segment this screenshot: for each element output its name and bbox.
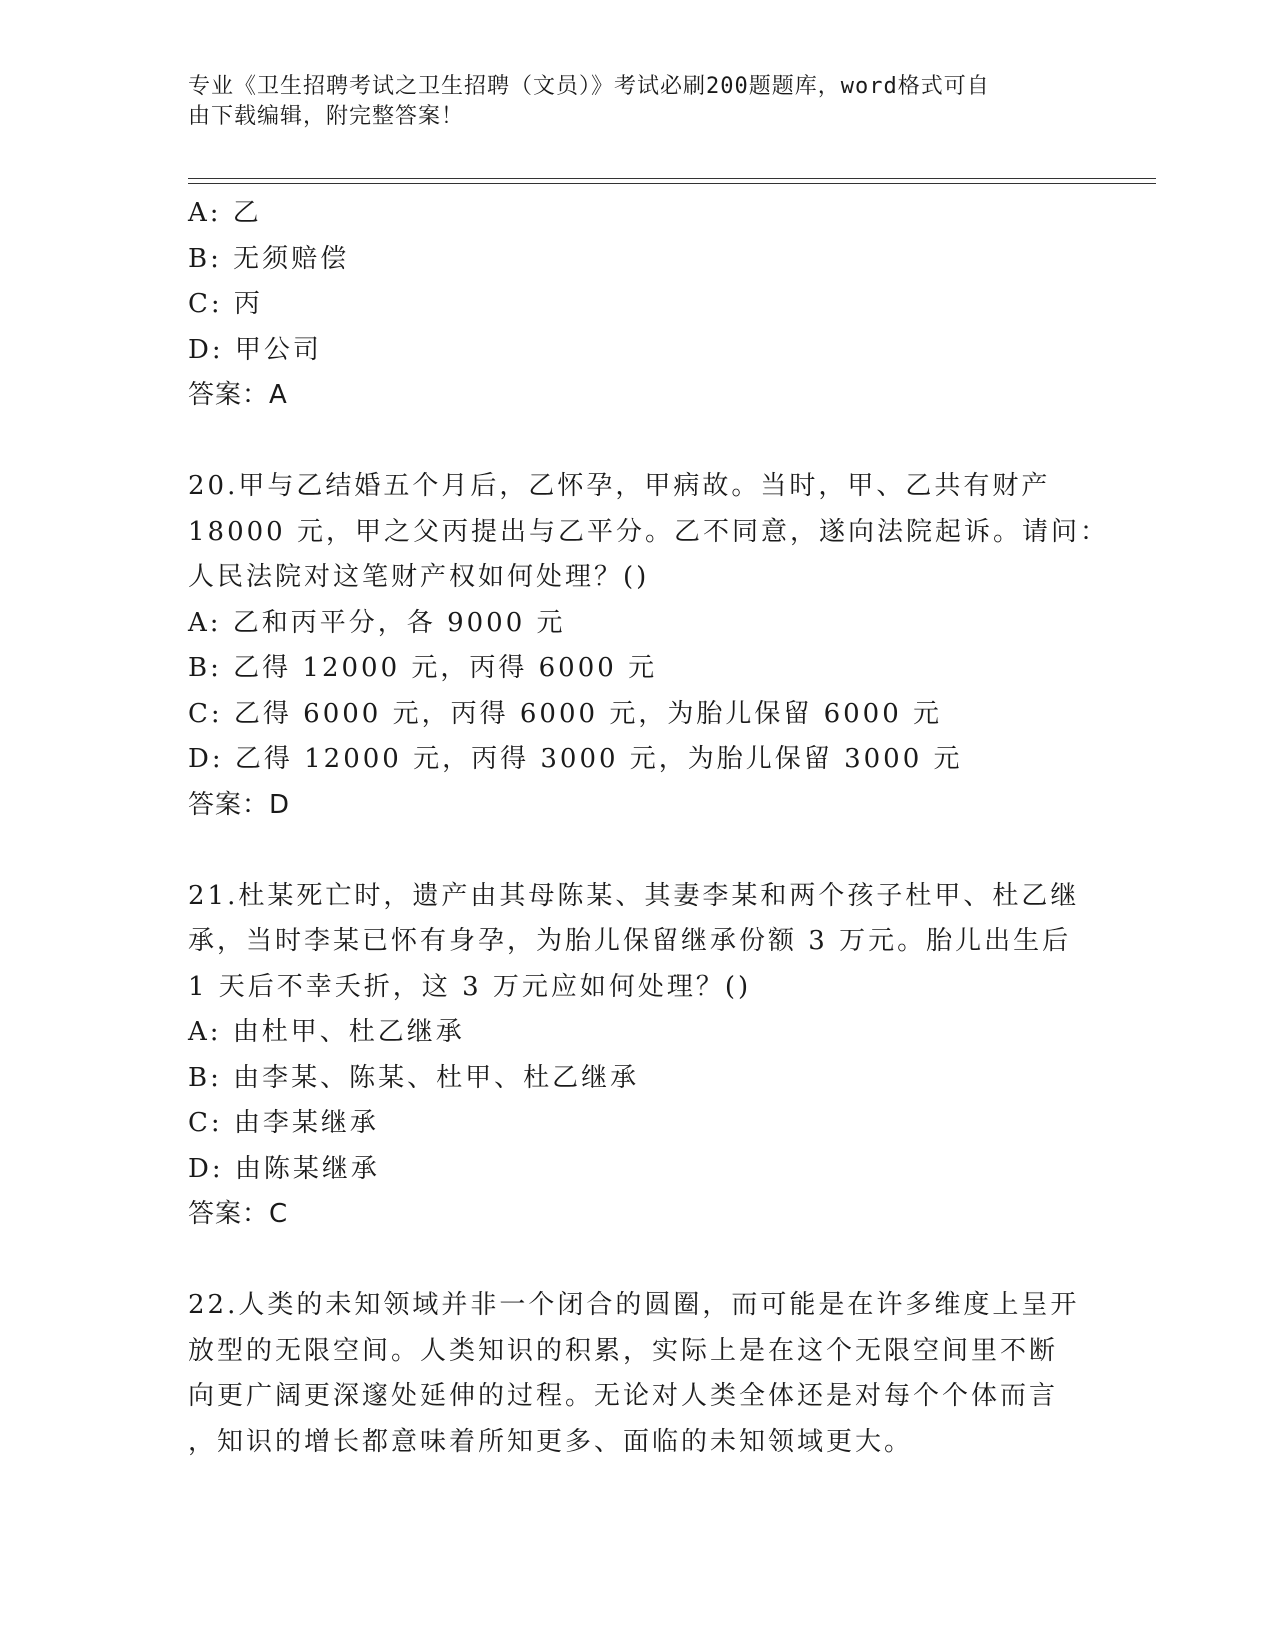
question-stem-line: 1 天后不幸夭折，这 3 万元应如何处理？() xyxy=(188,971,752,1002)
spacer xyxy=(188,828,1088,874)
option-a: A: 乙和丙平分，各 9000 元 xyxy=(188,607,566,638)
answer: 答案：C xyxy=(188,1199,289,1229)
option-d: D: 由陈某继承 xyxy=(188,1153,380,1184)
header-rule-bottom xyxy=(188,183,1156,184)
spacer xyxy=(188,419,1088,465)
question-22 xyxy=(188,1283,1088,1465)
answer: 答案：A xyxy=(188,380,288,410)
option-d: D: 甲公司 xyxy=(188,334,322,365)
option-c: C: 由李某继承 xyxy=(188,1108,379,1138)
header-line-1: 专业《卫生招聘考试之卫生招聘（文员）》考试必刷200题题库，word格式可自 xyxy=(188,74,990,99)
option-b: B: 由李某、陈某、杜甲、杜乙继承 xyxy=(188,1062,640,1093)
option-c: C: 乙得 6000 元，丙得 6000 元，为胎儿保留 6000 元 xyxy=(188,698,943,729)
question-20 xyxy=(188,464,1109,828)
option-b: B: 无须赔偿 xyxy=(188,243,350,274)
header-rule-top xyxy=(188,178,1156,179)
question-stem-line: 人民法院对这笔财产权如何处理？() xyxy=(188,562,650,592)
question-stem-line: 20.甲与乙结婚五个月后，乙怀孕，甲病故。当时，甲、乙共有财产 xyxy=(188,471,1051,501)
question-stem-line: 21.杜某死亡时，遗产由其母陈某、其妻李某和两个孩子杜甲、杜乙继 xyxy=(188,880,1080,911)
option-a: A: 由杜甲、杜乙继承 xyxy=(188,1017,465,1047)
option-a: A: 乙 xyxy=(188,198,262,228)
document-body xyxy=(188,191,1109,1465)
option-b: B: 乙得 12000 元，丙得 6000 元 xyxy=(188,653,658,683)
option-c: C: 丙 xyxy=(188,289,263,319)
question-21 xyxy=(188,874,1088,1238)
question-stem-line: 18000 元，甲之父丙提出与乙平分。乙不同意，遂向法院起诉。请问： xyxy=(188,516,1109,547)
question-stem-line: 承，当时李某已怀有身孕，为胎儿保留继承份额 3 万元。胎儿出生后 xyxy=(188,926,1072,956)
option-d: D: 乙得 12000 元，丙得 3000 元，为胎儿保留 3000 元 xyxy=(188,744,963,774)
question-stem-line: 22.人类的未知领域并非一个闭合的圆圈，而可能是在许多维度上呈开 xyxy=(188,1290,1080,1320)
question-stem-line: 向更广阔更深邃处延伸的过程。无论对人类全体还是对每个个体而言 xyxy=(188,1381,1059,1411)
document-header xyxy=(188,72,1078,132)
question-stem-line: ，知识的增长都意味着所知更多、面临的未知领域更大。 xyxy=(188,1426,914,1457)
spacer xyxy=(188,1238,1088,1284)
question-stem-line: 放型的无限空间。人类知识的积累，实际上是在这个无限空间里不断 xyxy=(188,1335,1059,1366)
answer: 答案：D xyxy=(188,789,291,820)
question-19 xyxy=(188,191,1088,419)
header-line-2: 由下载编辑，附完整答案！ xyxy=(188,104,465,129)
